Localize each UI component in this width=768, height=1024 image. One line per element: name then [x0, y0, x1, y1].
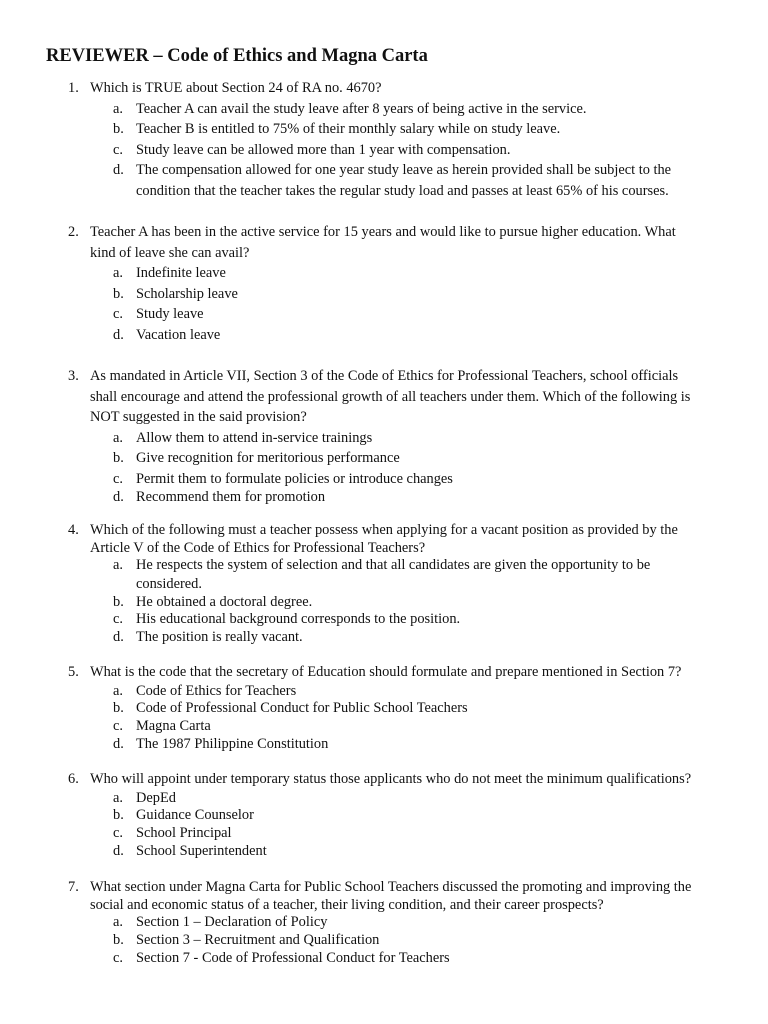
- option-letter: b.: [113, 286, 124, 302]
- question-number: 4.: [68, 522, 79, 538]
- question-number: 5.: [68, 664, 79, 680]
- question-number: 2.: [68, 224, 79, 240]
- question-text-line: What section under Magna Carta for Public School Teachers discussed the promoting and improving the: [90, 879, 692, 895]
- question-text-line: NOT suggested in the said provision?: [90, 409, 307, 425]
- option-letter: a.: [113, 790, 123, 806]
- option-letter: d.: [113, 162, 124, 178]
- option-text-line: School Superintendent: [136, 843, 267, 859]
- option-text-line: Section 3 – Recruitment and Qualification: [136, 932, 380, 948]
- question-text-line: Which is TRUE about Section 24 of RA no. 4670?: [90, 80, 382, 96]
- option-text-line: Indefinite leave: [136, 265, 226, 281]
- option-text-line: Allow them to attend in-service trainings: [136, 430, 373, 446]
- option-letter: b.: [113, 121, 124, 137]
- option-text-line: Recommend them for promotion: [136, 489, 326, 505]
- option-letter: d.: [113, 327, 124, 343]
- option-letter: b.: [113, 807, 124, 823]
- option-text-line: The compensation allowed for one year study leave as herein provided shall be subject to the: [136, 162, 672, 178]
- question-text-line: social and economic status of a teacher, their living condition, and their career prospects?: [90, 897, 604, 913]
- option-text-line: The position is really vacant.: [136, 629, 303, 645]
- option-letter: a.: [113, 430, 123, 446]
- question-number: 3.: [68, 368, 79, 384]
- option-text-line: His educational background corresponds to the position.: [136, 611, 461, 627]
- option-text-line: Code of Ethics for Teachers: [136, 683, 297, 699]
- option-letter: b.: [113, 932, 124, 948]
- option-letter: a.: [113, 265, 123, 281]
- option-text-line: Teacher B is entitled to 75% of their monthly salary while on study leave.: [136, 121, 561, 137]
- option-text-line: Section 1 – Declaration of Policy: [136, 914, 328, 930]
- option-letter: c.: [113, 718, 123, 734]
- option-text-line: Code of Professional Conduct for Public School Teachers: [136, 700, 468, 716]
- question-text-line: As mandated in Article VII, Section 3 of the Code of Ethics for Professional Teachers, school officials: [90, 368, 679, 384]
- option-text-line: Guidance Counselor: [136, 807, 254, 823]
- option-letter: b.: [113, 700, 124, 716]
- option-letter: d.: [113, 489, 124, 505]
- question-number: 7.: [68, 879, 79, 895]
- option-text-line: Vacation leave: [136, 327, 221, 343]
- option-text-line: DepEd: [136, 790, 176, 806]
- option-letter: d.: [113, 629, 124, 645]
- question-number: 1.: [68, 80, 79, 96]
- option-letter: c.: [113, 611, 123, 627]
- option-letter: b.: [113, 450, 124, 466]
- option-text-line: considered.: [136, 576, 202, 592]
- option-text-line: Study leave can be allowed more than 1 year with compensation.: [136, 142, 511, 158]
- question-number: 6.: [68, 771, 79, 787]
- option-text-line: Section 7 - Code of Professional Conduct for Teachers: [136, 950, 450, 966]
- question-text-line: Who will appoint under temporary status those applicants who do not meet the minimum qualifications?: [90, 771, 692, 787]
- option-letter: c.: [113, 471, 123, 487]
- option-text-line: condition that the teacher takes the regular study load and passes at least 65% of his courses.: [136, 183, 669, 199]
- option-text-line: Teacher A can avail the study leave after 8 years of being active in the service.: [136, 101, 587, 117]
- question-text-line: What is the code that the secretary of Education should formulate and prepare mentioned in Section 7?: [90, 664, 682, 680]
- option-letter: a.: [113, 914, 123, 930]
- option-text-line: He respects the system of selection and that all candidates are given the opportunity to be: [136, 557, 651, 573]
- option-letter: a.: [113, 101, 123, 117]
- option-letter: c.: [113, 142, 123, 158]
- option-text-line: The 1987 Philippine Constitution: [136, 736, 329, 752]
- option-text-line: Study leave: [136, 306, 204, 322]
- option-letter: a.: [113, 557, 123, 573]
- option-text-line: Permit them to formulate policies or introduce changes: [136, 471, 453, 487]
- option-letter: c.: [113, 950, 123, 966]
- option-text-line: Magna Carta: [136, 718, 211, 734]
- question-text-line: Article V of the Code of Ethics for Professional Teachers?: [90, 540, 426, 556]
- option-text-line: Give recognition for meritorious performance: [136, 450, 400, 466]
- question-text-line: kind of leave she can avail?: [90, 245, 250, 261]
- question-text-line: Which of the following must a teacher possess when applying for a vacant position as provided by the: [90, 522, 678, 538]
- option-letter: c.: [113, 825, 123, 841]
- option-text-line: He obtained a doctoral degree.: [136, 594, 313, 610]
- option-letter: d.: [113, 843, 124, 859]
- question-text-line: Teacher A has been in the active service for 15 years and would like to pursue higher education. What: [90, 224, 676, 240]
- page-title: REVIEWER – Code of Ethics and Magna Carta: [46, 46, 428, 66]
- option-letter: d.: [113, 736, 124, 752]
- option-letter: a.: [113, 683, 123, 699]
- option-text-line: Scholarship leave: [136, 286, 238, 302]
- option-letter: c.: [113, 306, 123, 322]
- option-letter: b.: [113, 594, 124, 610]
- question-text-line: shall encourage and attend the professional growth of all teachers under them. Which of the following is: [90, 389, 691, 405]
- option-text-line: School Principal: [136, 825, 232, 841]
